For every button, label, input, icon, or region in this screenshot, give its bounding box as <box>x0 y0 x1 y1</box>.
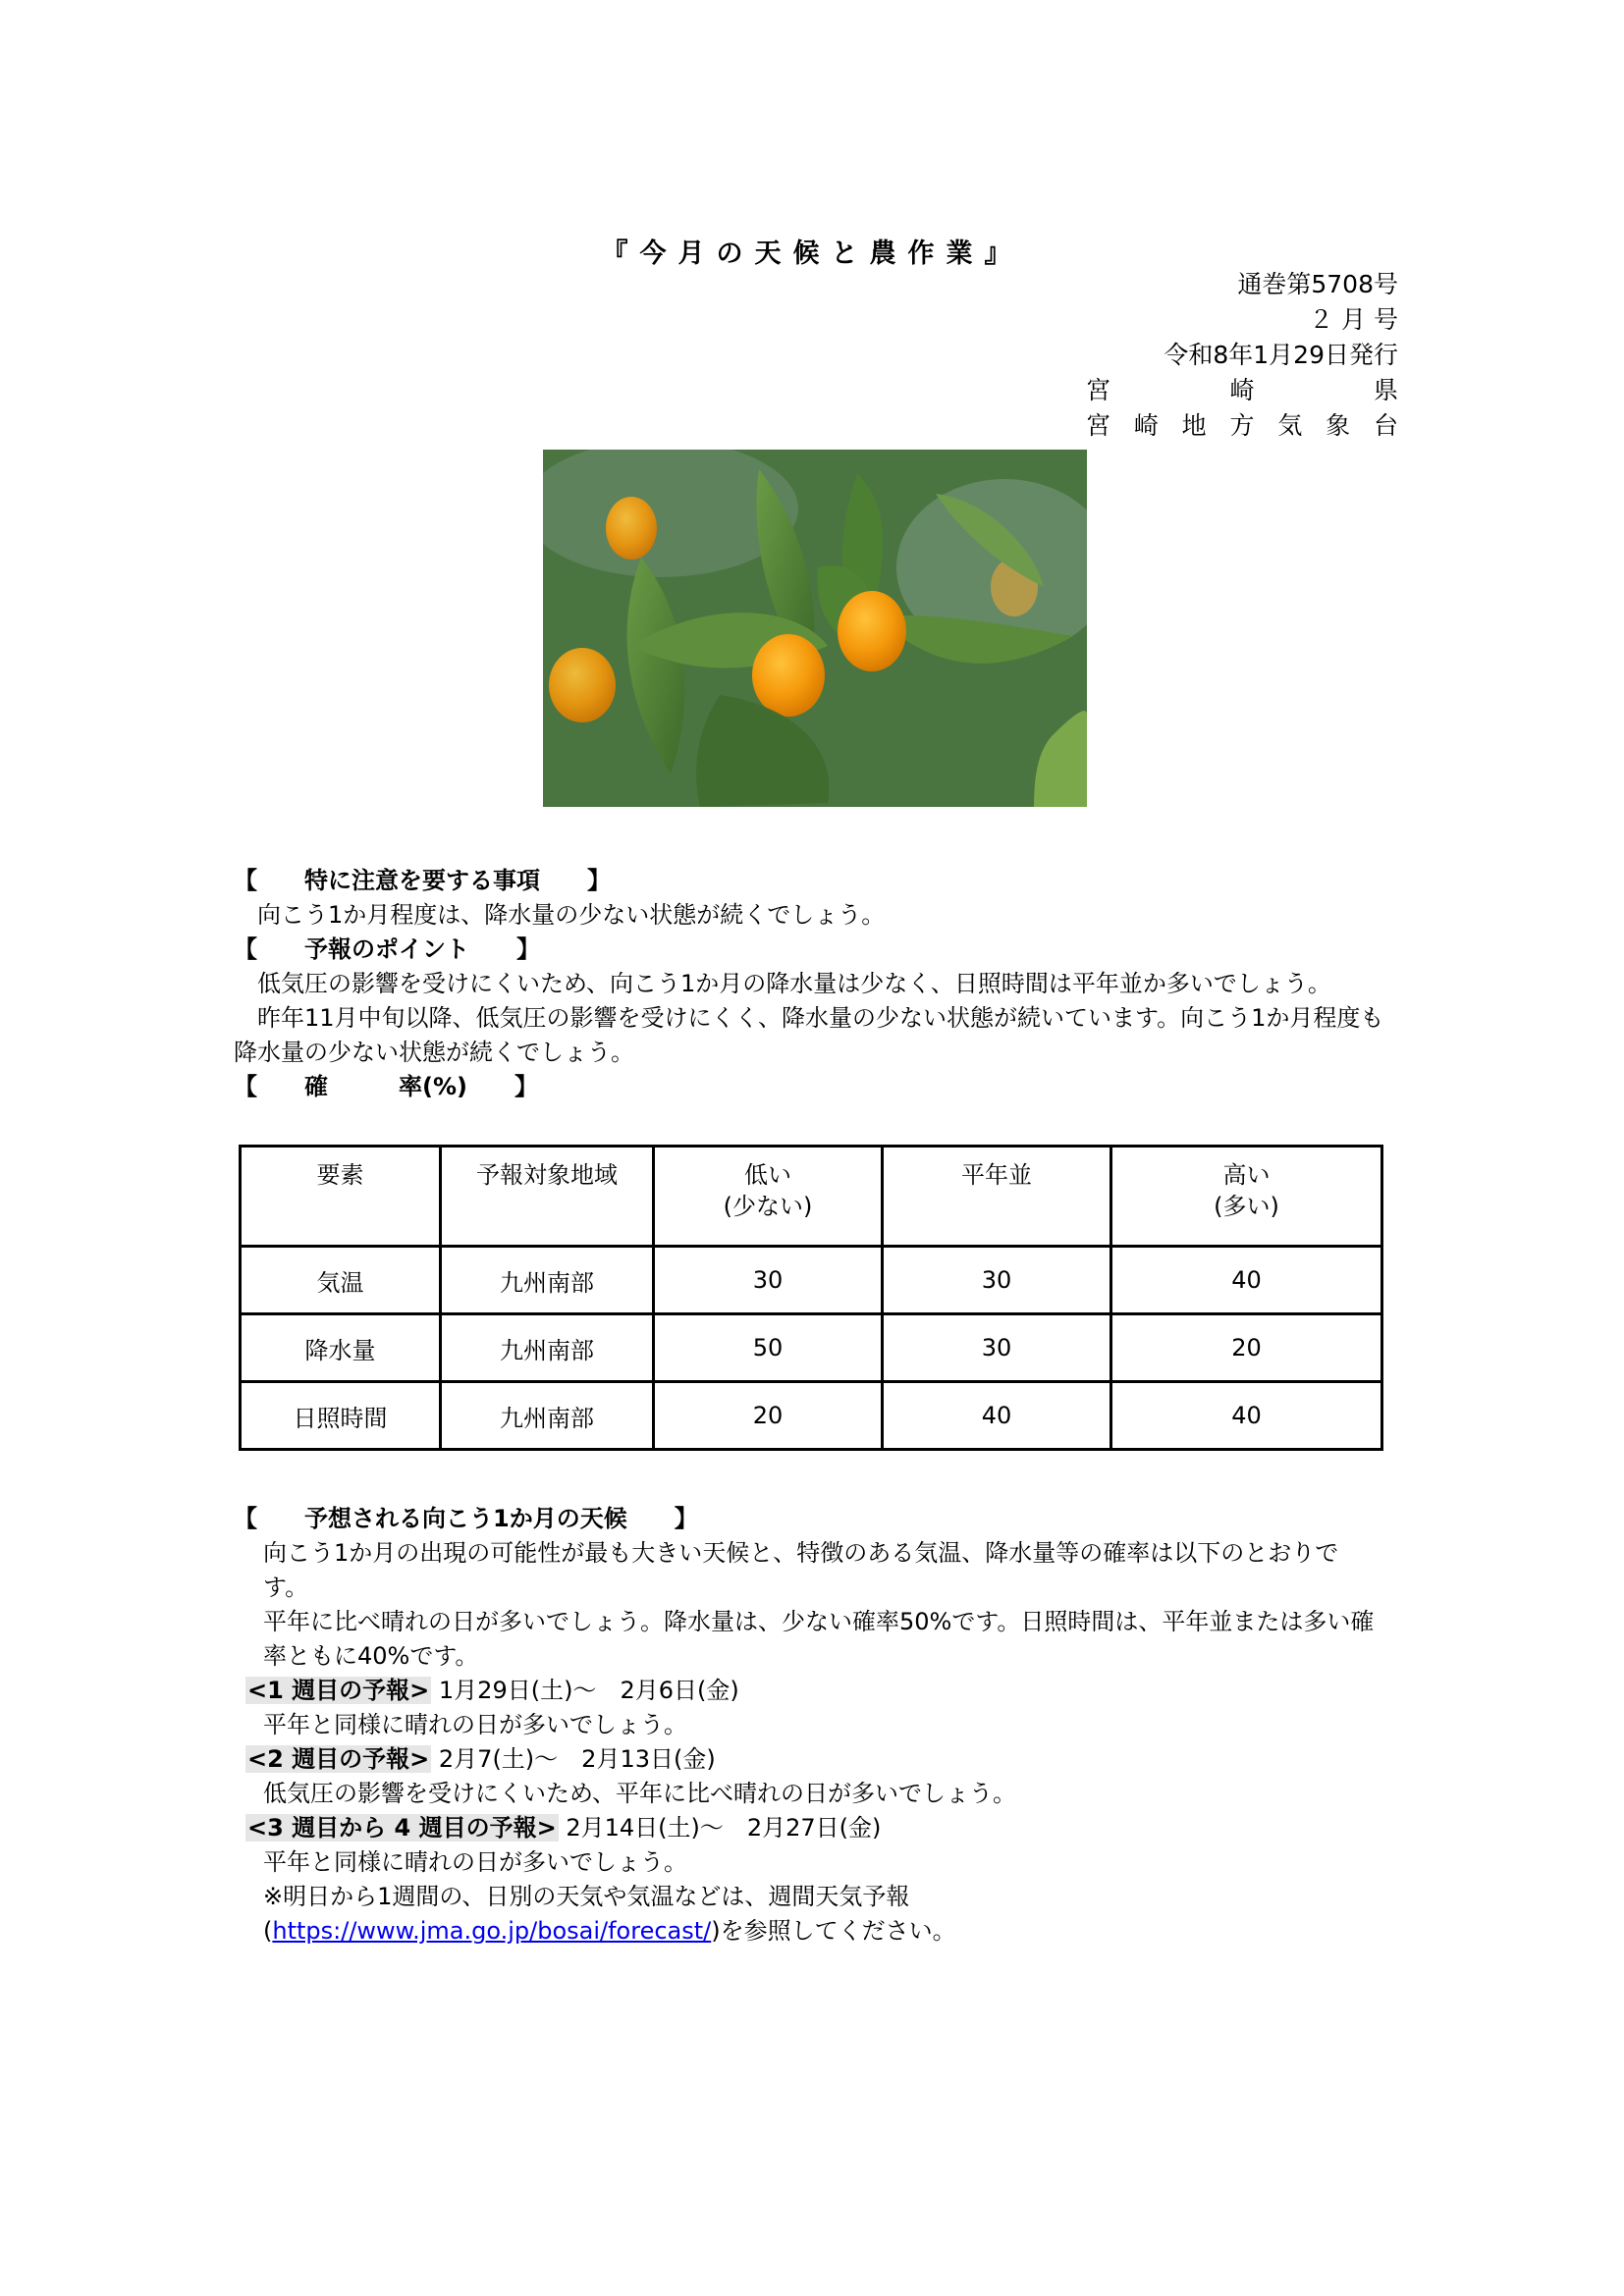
header-high: 高い (多い) <box>1111 1147 1382 1247</box>
header-element: 要素 <box>241 1147 441 1247</box>
jma-forecast-link[interactable]: https://www.jma.go.jp/bosai/forecast/ <box>272 1917 712 1945</box>
week-3-4-period: 2月14日(土)～ 2月27日(金) <box>558 1814 882 1842</box>
cell-low: 50 <box>654 1314 883 1382</box>
outlook-section <box>234 1502 1392 1949</box>
week-3-4-text: 平年と同様に晴れの日が多いでしょう。 <box>263 1848 687 1876</box>
outlook-paragraph-1: 向こう1か月の出現の可能性が最も大きい天候と、特徴のある気温、降水量等の確率は以下のとおりです。 <box>263 1539 1339 1601</box>
attention-text: 向こう1か月程度は、降水量の少ない状態が続くでしょう。 <box>234 901 886 929</box>
cell-element: 降水量 <box>241 1314 441 1382</box>
points-heading: 【 予報のポイント 】 <box>234 935 540 963</box>
observatory-name: 宮 崎 地 方 気 象 台 <box>1086 411 1398 440</box>
issue-meta <box>1005 267 1398 444</box>
week-2-text: 低気圧の影響を受けにくいため、平年に比べ晴れの日が多いでしょう。 <box>263 1780 1017 1807</box>
week-2-forecast <box>234 1742 1392 1777</box>
table-row <box>241 1314 1382 1382</box>
week-1-period: 1月29日(土)～ 2月6日(金) <box>431 1677 739 1704</box>
prefecture: 宮 崎 県 <box>1086 376 1398 404</box>
document-title: 『今月の天候と農作業』 <box>601 239 1023 269</box>
cell-region: 九州南部 <box>441 1314 654 1382</box>
cell-high: 40 <box>1111 1247 1382 1314</box>
cell-normal: 30 <box>883 1314 1111 1382</box>
attention-section <box>234 864 1392 1104</box>
points-paragraph-2: 昨年11月中旬以降、低気圧の影響を受けにくく、降水量の少ない状態が続いています。向こう1か月程度も降水量の少ない状態が続くでしょう。 <box>234 1004 1384 1066</box>
kumquat-image <box>543 450 1087 807</box>
table-row <box>241 1382 1382 1450</box>
outlook-heading: 【 予想される向こう1か月の天候 】 <box>234 1505 698 1532</box>
cell-high: 20 <box>1111 1314 1382 1382</box>
week-2-period: 2月7(土)～ 2月13日(金) <box>431 1745 716 1773</box>
cell-region: 九州南部 <box>441 1382 654 1450</box>
issue-number: 通巻第5708号 <box>1237 270 1398 298</box>
week-1-forecast <box>234 1674 1392 1708</box>
header-region: 予報対象地域 <box>441 1147 654 1247</box>
header-normal: 平年並 <box>883 1147 1111 1247</box>
week-3-4-label: <3 週目から 4 週目の予報> <box>247 1814 557 1842</box>
issue-date: 令和8年1月29日発行 <box>1164 341 1398 369</box>
cell-low: 30 <box>654 1247 883 1314</box>
probability-table <box>239 1145 1383 1451</box>
week-1-text: 平年と同様に晴れの日が多いでしょう。 <box>263 1711 687 1738</box>
week-3-4-forecast <box>234 1811 1392 1845</box>
month-issue: ２ 月 号 <box>1309 305 1398 334</box>
week-2-label: <2 週目の予報> <box>247 1745 430 1773</box>
probability-heading: 【 確 率(%) 】 <box>234 1073 538 1100</box>
attention-heading: 【 特に注意を要する事項 】 <box>234 867 611 894</box>
header-low: 低い (少ない) <box>654 1147 883 1247</box>
outlook-paragraph-2: 平年に比べ晴れの日が多いでしょう。降水量は、少ない確率50%です。日照時間は、平年並または多い確率ともに40%です。 <box>263 1608 1375 1670</box>
table-row <box>241 1247 1382 1314</box>
reference-line: (https://www.jma.go.jp/bosai/forecast/)を参照してください。 <box>263 1917 956 1945</box>
points-paragraph-1: 低気圧の影響を受けにくいため、向こう1か月の降水量は少なく、日照時間は平年並か多いでしょう。 <box>234 970 1331 997</box>
kumquat-photo <box>543 450 1087 807</box>
cell-normal: 40 <box>883 1382 1111 1450</box>
cell-region: 九州南部 <box>441 1247 654 1314</box>
week-1-label: <1 週目の予報> <box>247 1677 430 1704</box>
table-header-row <box>241 1147 1382 1247</box>
cell-normal: 30 <box>883 1247 1111 1314</box>
weekly-forecast-note: ※明日から1週間の、日別の天気や気温などは、週間天気予報 <box>263 1883 910 1910</box>
cell-low: 20 <box>654 1382 883 1450</box>
cell-element: 気温 <box>241 1247 441 1314</box>
cell-high: 40 <box>1111 1382 1382 1450</box>
cell-element: 日照時間 <box>241 1382 441 1450</box>
